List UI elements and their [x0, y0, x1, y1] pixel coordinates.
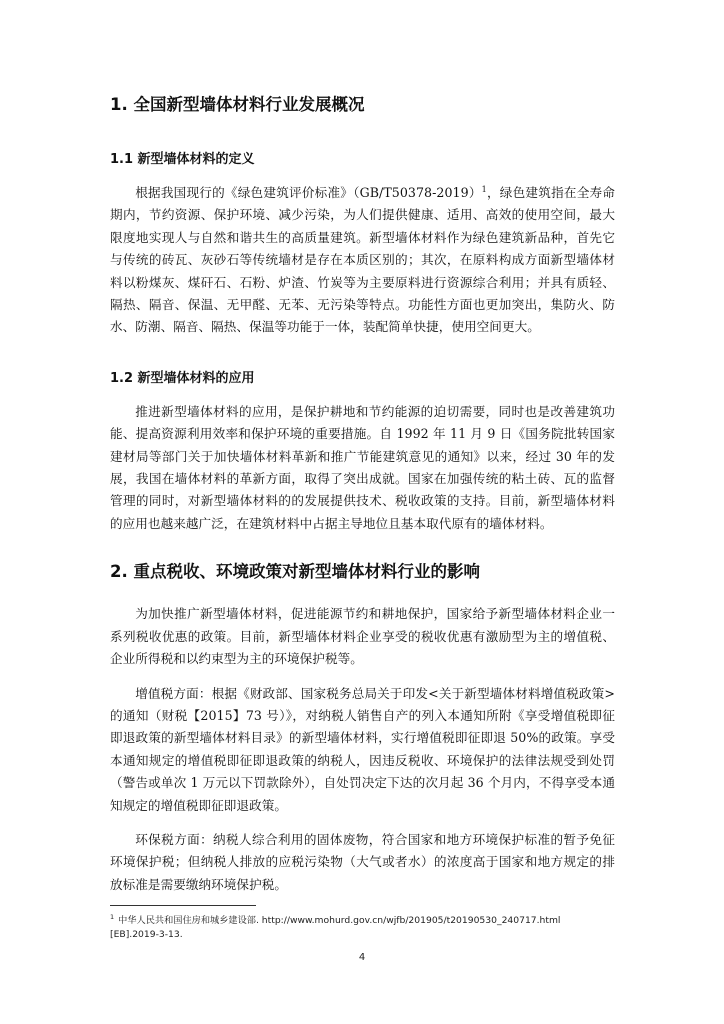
section-1-2-heading: 1.2 新型墙体材料的应用: [110, 370, 255, 386]
section-1-1-heading: 1.1 新型墙体材料的定义: [110, 152, 255, 167]
section-2-paragraph-1: 为加快推广新型墙体材料，促进能源节约和耕地保护，国家给予新型墙体材料企业一系列税收优惠的政策。目前，新型墙体材料企业享受的税收优惠有激励型为主的增值税、企业所得税和以约束型为主的环境保护税等。: [110, 606, 615, 667]
section-1-1-paragraph: [110, 182, 615, 339]
page-number: 4: [358, 952, 366, 963]
footnote-divider: [110, 905, 256, 906]
section-2-paragraph-3: 环保税方面：纳税人综合利用的固体废物，符合国家和地方环境保护标准的暂予免征环境保护税；但纳税人排放的应税污染物（大气或者水）的浓度高于国家和地方规定的排放标准是需要缴纳环境保护税。: [110, 831, 615, 892]
footnote: [110, 910, 620, 942]
section-1-2-paragraph: 推进新型墙体材料的应用，是保护耕地和节约能源的迫切需要，同时也是改善建筑功能、提高资源利用效率和保护环境的重要措施。自 1992 年 11 月 9 日《国务院批转国家建材局等部门关于加快墙体材料革新和推广节能建筑意见的通知》以来，经过 30 年的发展，我国在墙体材料的革新方面，取得了突出成就。国家在加强传统的粘土砖、瓦的监督管理的同时，对新型墙体材料的的发展提供技术、税收政策的支持。目前，新型墙体材料的应用也越来越广泛，在建筑材料中占据主导地位且基本取代原有的墙体材料。: [110, 403, 615, 531]
section-2-heading: 2. 重点税收、环境政策对新型墙体材料行业的影响: [110, 562, 480, 582]
page-content: [110, 92, 615, 896]
footnote-text-1: 中华人民共和国住房和城乡建设部. http://www.mohurd.gov.cn/wjfb/201905/t20190530_240717.html: [118, 915, 561, 927]
section-1-heading: 1. 全国新型墙体材料行业发展概况: [110, 95, 365, 114]
footnote-reference: 1: [481, 184, 487, 194]
footnote-line-1: [110, 910, 620, 928]
section-1-1-text-a: 根据我国现行的《绿色建筑评价标准》（GB/T50378-2019）: [135, 185, 482, 200]
footnote-line-2: [EB].2019-3-13.: [110, 929, 183, 941]
section-2-paragraph-2: 增值税方面：根据《财政部、国家税务总局关于印发<关于新型墙体材料增值税政策>的通知（财税【2015】73 号）》，对纳税人销售自产的列入本通知所附《享受增值税即征即退政策的新型墙体材料目录》的新型墙体材料，实行增值税即征即退 50%的政策。享受本通知规定的增值税即征即退政策的纳税人，因违反税收、环境保护的法律法规受到处罚（警告或单次 1 万元以下罚款除外），自处罚决定下达的次月起 36 个月内，不得享受本通知规定的增值税即征即退政策。: [110, 685, 615, 813]
footnote-mark: 1: [110, 913, 115, 921]
section-1-1-text-b: ，绿色建筑指在全寿命期内，节约资源、保护环境、减少污染，为人们提供健康、适用、高效的使用空间，最大限度地实现人与自然和谐共生的高质量建筑。新型墙体材料作为绿色建筑新品种，首先它与传统的砖瓦、灰砂石等传统墙材是存在本质区别的；其次，在原料构成方面新型墙体材料以粉煤灰、煤矸石、石粉、炉渣、竹炭等为主要原料进行资源综合利用；并具有质轻、隔热、隔音、保温、无甲醛、无苯、无污染等特点。功能性方面也更加突出，集防火、防水、防潮、隔音、隔热、保温等功能于一体，装配简单快捷，使用空间更大。: [110, 185, 615, 335]
